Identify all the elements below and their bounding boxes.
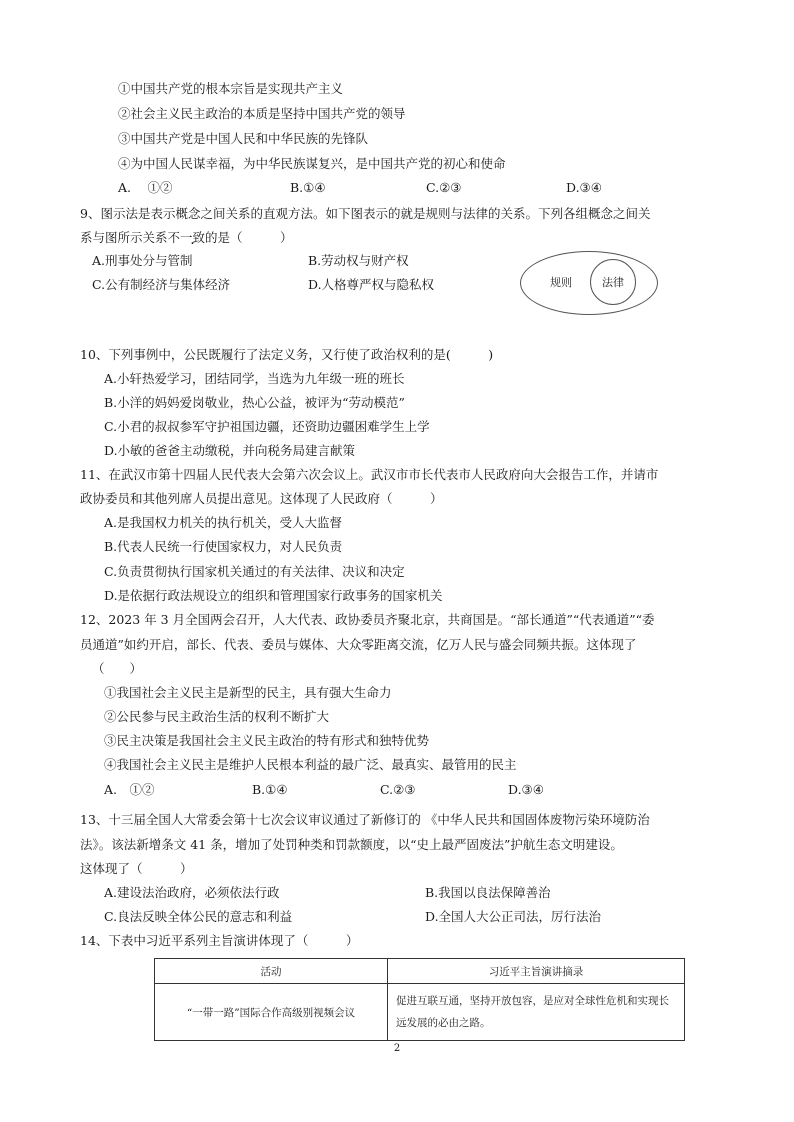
q13-stem-line-3: 这体现了（ ）: [80, 861, 193, 876]
q9-stem-post: 的是（ ）: [205, 230, 293, 245]
speech-table: [154, 958, 685, 1041]
table-cell-activity: “一带一路”国际合作高级别视频会议: [155, 984, 388, 1041]
q14-stem: 14、下表中习近平系列主旨演讲体现了（ ）: [80, 933, 359, 948]
q13-option-a: A.建设法治政府，必须依法行政: [104, 885, 280, 900]
q10-option-c: C.小君的叔叔参军守护祖国边疆，还资助边疆困难学生上学: [104, 419, 430, 434]
q12-stem-line-2: 员通道”如约开启，部长、代表、委员与媒体、大众零距离交流，亿万人民与盛会同频共振。这体现了: [80, 637, 637, 652]
q11-stem-line-1: 11、在武汉市第十四届人民代表大会第六次会议上。武汉市市长代表市人民政府向大会报告工作，并请市: [80, 467, 659, 482]
q10-option-a: A.小轩热爱学习，团结同学，当选为九年级一班的班长: [104, 371, 405, 386]
q12-statement-3: ③民主决策是我国社会主义民主政治的特有形式和独特优势: [104, 733, 430, 748]
q8-statement-3: ③中国共产党是中国人民和中华民族的先锋队: [118, 131, 369, 146]
table-header-row: [155, 959, 685, 984]
q12-stem-line-1: 12、2023 年 3 月全国两会召开，人大代表、政协委员齐聚北京，共商国是。“部长通道”“代表通道”“委: [80, 612, 655, 627]
q9-emphasis: 一致: [180, 230, 206, 245]
q11-stem-line-2: 政协委员和其他列席人员提出意见。这体现了人民政府（ ）: [80, 491, 443, 506]
q11-option-b: B.代表人民统一行使国家权力，对人民负责: [104, 539, 343, 554]
q13-option-c: C.良法反映全体公民的意志和利益: [104, 909, 293, 924]
page-number: 2: [393, 1043, 401, 1054]
rules-ellipse: [520, 251, 658, 315]
q9-stem-pre: 系与图所示关系不: [80, 230, 181, 245]
q11-option-d: D.是依据行政法规设立的组织和管理国家行政事务的国家机关: [104, 588, 443, 603]
q9-stem-line-2: [80, 229, 293, 247]
q8-option-b: B.①④: [290, 180, 326, 195]
q12-option-b: B.①④: [252, 782, 288, 797]
q8-option-c: C.②③: [426, 180, 462, 195]
q13-stem-line-1: 13、十三届全国人大常委会第十七次会议审议通过了新修订的 《中华人民共和国固体废物污染环境防治: [80, 812, 650, 827]
q8-option-a: A. ①②: [118, 180, 173, 195]
q9-option-d: D.人格尊严权与隐私权: [308, 277, 435, 292]
q12-statement-1: ①我国社会主义民主是新型的民主，具有强大生命力: [104, 685, 392, 700]
law-circle: [590, 259, 636, 305]
q13-option-d: D.全国人大公正司法，厉行法治: [425, 909, 602, 924]
law-label: 法律: [602, 276, 624, 289]
rules-law-diagram: [520, 251, 658, 315]
q9-option-a: A.刑事处分与管制: [92, 253, 193, 268]
q10-option-d: D.小敏的爸爸主动缴税，并向税务局建言献策: [104, 443, 356, 458]
table-cell-excerpt: 促进互联互通，坚持开放包容，是应对全球性危机和实现长远发展的必由之路。: [388, 984, 685, 1041]
q10-stem: 10、下列事例中，公民既履行了法定义务，又行使了政治权利的是( ): [80, 347, 494, 362]
q12-stem-line-3: （ ）: [92, 661, 143, 676]
q12-option-c: C.②③: [380, 782, 416, 797]
q12-option-a: A. ①②: [104, 782, 155, 797]
q10-option-b: B.小洋的妈妈爱岗敬业，热心公益，被评为“劳动模范”: [104, 395, 405, 410]
q8-statement-4: ④为中国人民谋幸福，为中华民族谋复兴，是中国共产党的初心和使命: [118, 156, 506, 171]
rules-label: 规则: [550, 276, 572, 289]
q12-statement-4: ④我国社会主义民主是维护人民根本利益的最广泛、最真实、最管用的民主: [104, 757, 517, 772]
q11-option-a: A.是我国权力机关的执行机关，受人大监督: [104, 515, 343, 530]
table-row: [155, 984, 685, 1041]
q12-option-d: D.③④: [508, 782, 544, 797]
q8-option-d: D.③④: [566, 180, 602, 195]
q13-stem-line-2: 法》。该法新增条文 41 条，增加了处罚种类和罚款额度，以“史上最严固废法”护航生态文明建设。: [80, 837, 623, 852]
q9-option-c: C.公有制经济与集体经济: [92, 277, 231, 292]
q8-statement-1: ①中国共产党的根本宗旨是实现共产主义: [118, 81, 344, 96]
table-header-activity: 活动: [155, 959, 388, 984]
q9-stem-line-1: 9、图示法是表示概念之间关系的直观方法。如下图表示的就是规则与法律的关系。下列各组概念之间关: [80, 206, 651, 221]
table-header-excerpt: 习近平主旨演讲摘录: [388, 959, 685, 984]
q11-option-c: C.负责贯彻执行国家机关通过的有关法律、决议和决定: [104, 564, 405, 579]
q12-statement-2: ②公民参与民主政治生活的权利不断扩大: [104, 709, 330, 724]
q8-statement-2: ②社会主义民主政治的本质是坚持中国共产党的领导: [118, 106, 406, 121]
q13-option-b: B.我国以良法保障善治: [425, 885, 551, 900]
q9-option-b: B.劳动权与财产权: [308, 253, 409, 268]
